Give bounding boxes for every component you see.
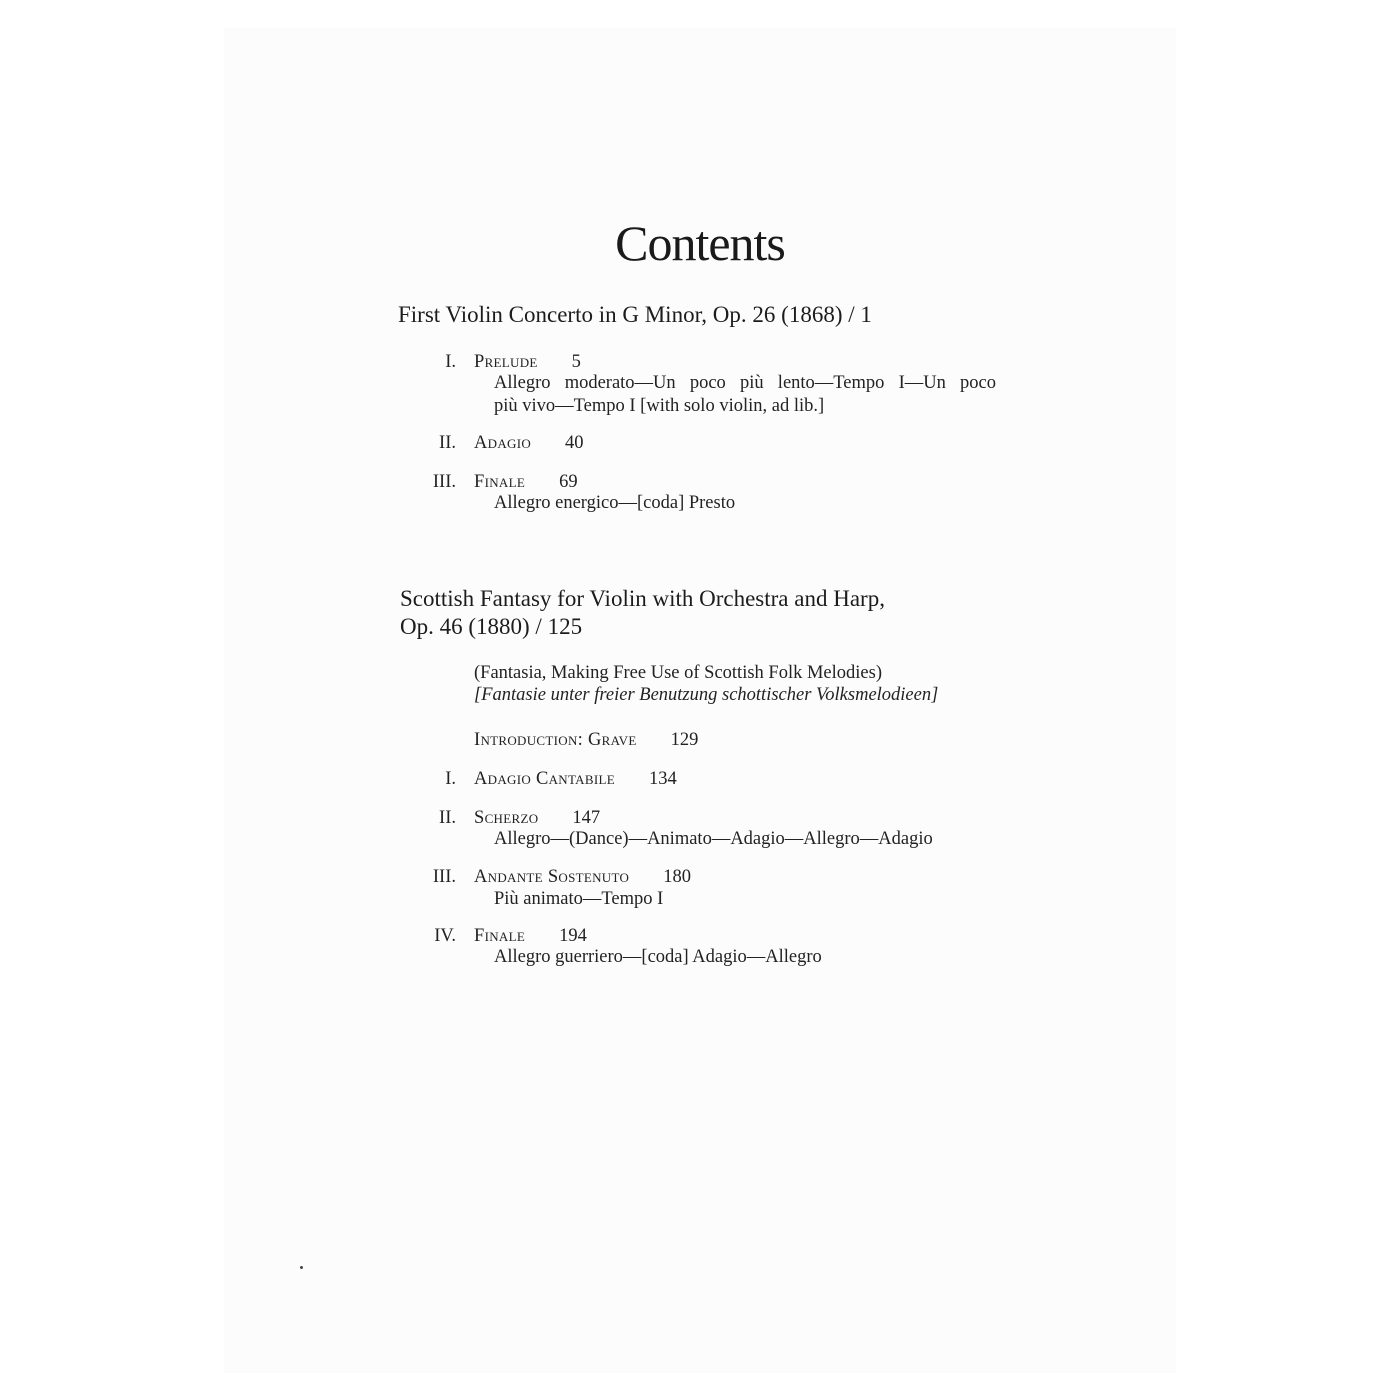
movement-numeral: II. [439,433,456,453]
movement-numeral: II. [439,808,456,828]
movement-name: Adagio [474,433,532,453]
movement-numeral: I. [445,769,456,789]
movement-page: 134 [648,769,677,789]
movement-heading [474,471,578,493]
movement-name: Andante Sostenuto [474,867,630,887]
movement-heading [474,351,581,373]
introduction-heading [474,729,698,751]
paper-speck [300,1266,303,1269]
work-subtitle: (Fantasia, Making Free Use of Scottish Folk Melodies) [474,663,882,683]
movement-page: 180 [663,867,691,887]
movement-page: 5 [571,352,581,372]
movement-name: Adagio Cantabile [474,769,615,789]
movement-heading [474,432,584,454]
work-title-scottish-fantasy: Scottish Fantasy for Violin with Orchestra and Harp, [400,586,885,611]
page-title: Contents [615,215,785,271]
movement-tempo: Allegro energico—[coda] Presto [494,493,736,513]
introduction-page: 129 [670,730,699,750]
work-title-violin-concerto: First Violin Concerto in G Minor, Op. 26 (1868) / 1 [398,302,872,327]
movement-tempo: Allegro—(Dance)—Animato—Adagio—Allegro—Adagio [494,829,933,849]
movement-page: 40 [565,433,584,453]
movement-tempo-text: Allegro moderato—Un poco più lento—Tempo I—Un poco [494,373,996,393]
movement-heading [474,807,600,829]
movement-name: Scherzo [474,808,539,828]
movement-name: Prelude [474,352,538,372]
work-title-scottish-fantasy-line2: Op. 46 (1880) / 125 [400,614,583,639]
movement-page: 69 [559,472,578,492]
document-page [224,28,1176,1373]
movement-numeral: IV. [434,926,456,946]
movement-page: 194 [559,926,587,946]
movement-name: Finale [474,472,526,492]
movement-tempo: Allegro guerriero—[coda] Adagio—Allegro [494,947,822,967]
movement-heading [474,866,691,888]
movement-numeral: III. [432,867,456,887]
movement-name: Finale [474,926,526,946]
introduction-name: Introduction: Grave [474,730,637,750]
movement-tempo [494,372,996,394]
movement-tempo: Più animato—Tempo I [494,889,664,909]
work-subtitle-german: [Fantasie unter freier Benutzung schottischer Volksmelodieen] [474,685,939,705]
movement-page: 147 [572,808,601,828]
movement-heading [474,768,677,790]
movement-tempo: più vivo—Tempo I [with solo violin, ad lib.] [494,396,825,416]
movement-heading [474,925,587,947]
movement-numeral: I. [445,352,456,372]
movement-numeral: III. [432,472,456,492]
